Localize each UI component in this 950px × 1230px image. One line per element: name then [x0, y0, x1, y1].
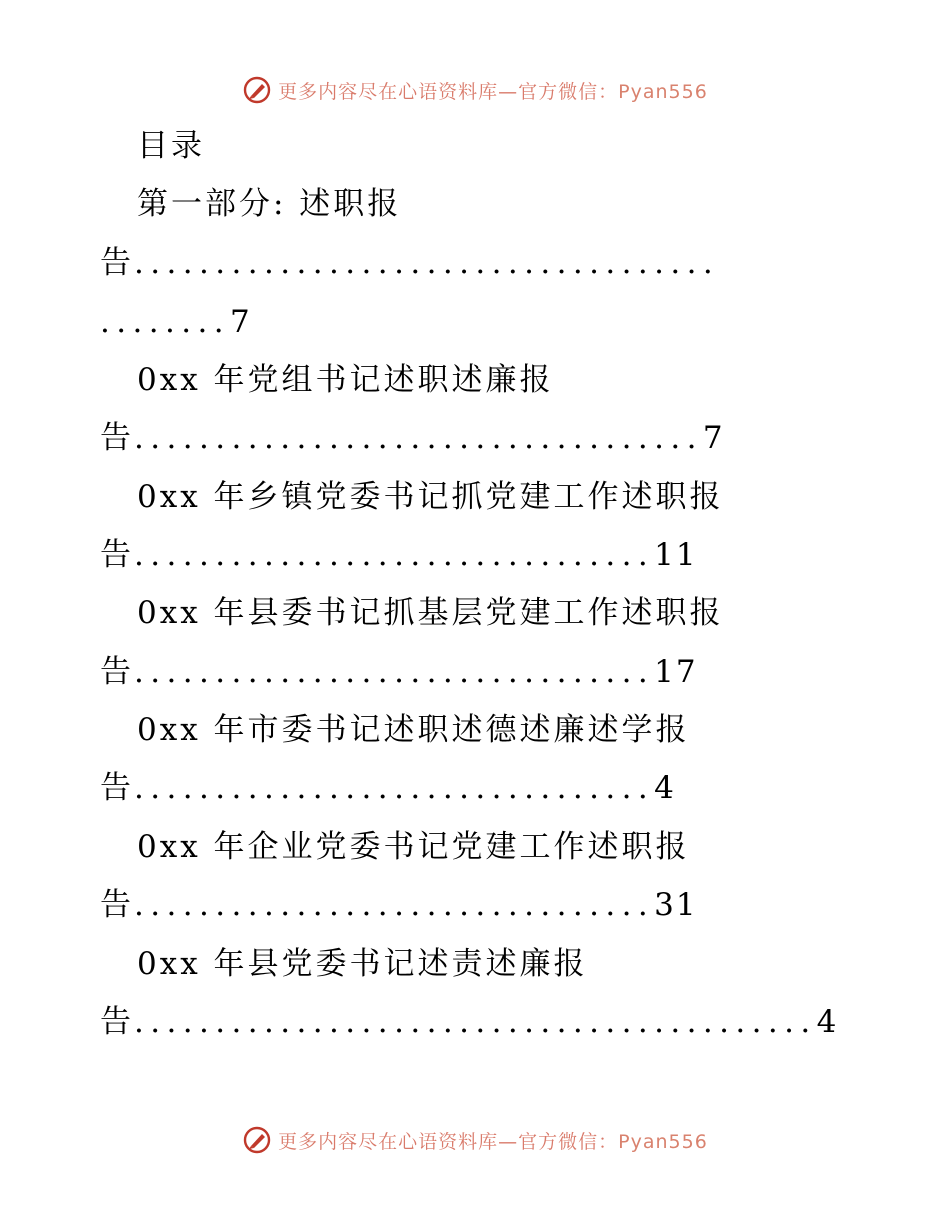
toc-section-line-1 — [100, 243, 719, 283]
watermark-wechat-id: Pyan556 — [618, 1130, 708, 1153]
toc-entry-dots: ................................ — [134, 654, 655, 690]
toc-entry-title: 0xx 年乡镇党委书记抓党建工作述职报 — [137, 479, 724, 515]
toc-section-title-end: 告 — [100, 245, 134, 281]
pen-logo-icon — [242, 75, 272, 105]
toc-entry-dots: .......................................... — [134, 1004, 817, 1040]
toc-section-title: 第一部分: 述职报 — [137, 186, 402, 222]
watermark-wechat-id: Pyan556 — [618, 80, 708, 103]
toc-entry-title-end: 告 — [100, 770, 134, 806]
watermark-text: 更多内容尽在心语资料库—官方微信： — [278, 1130, 619, 1153]
toc-entry-leader-line — [100, 885, 698, 925]
toc-entry-title-end: 告 — [100, 887, 134, 923]
toc-entry-title-end: 告 — [100, 654, 134, 690]
header-watermark — [0, 70, 950, 110]
toc-entry-leader-line — [100, 1002, 838, 1042]
toc-entry-page: 4 — [816, 1004, 839, 1040]
toc-entry-page: 17 — [654, 654, 698, 690]
pen-logo-icon — [242, 1125, 272, 1155]
toc-entry-leader-line — [100, 535, 698, 575]
toc-entry-title: 0xx 年企业党委书记党建工作述职报 — [137, 829, 690, 865]
toc-entry-title-end: 告 — [100, 537, 134, 573]
toc-entry-page: 4 — [654, 770, 676, 806]
toc-entry-page: 11 — [654, 537, 698, 573]
footer-watermark — [0, 1120, 950, 1160]
watermark-text: 更多内容尽在心语资料库—官方微信： — [278, 80, 619, 103]
toc-heading: 目录 — [137, 128, 205, 164]
toc-entry-title: 0xx 年市委书记述职述德述廉述学报 — [137, 712, 690, 748]
toc-section-line-2 — [100, 302, 252, 342]
toc-entry-page: 31 — [654, 887, 698, 923]
toc-entry-dots: ................................ — [134, 887, 655, 923]
toc-entry-leader-line — [100, 418, 725, 458]
toc-entry-title-end: 告 — [100, 420, 134, 456]
toc-entry-leader-line — [100, 652, 698, 692]
toc-entry-dots: ................................... — [134, 420, 703, 456]
toc-entry-title: 0xx 年县党委书记述责述廉报 — [137, 946, 588, 982]
toc-entry-dots: ................................ — [134, 770, 655, 806]
toc-entry-page: 7 — [702, 420, 725, 456]
toc-entry-title: 0xx 年县委书记抓基层党建工作述职报 — [137, 595, 724, 631]
toc-section-page: 7 — [230, 304, 252, 340]
toc-entry-title: 0xx 年党组书记述职述廉报 — [137, 362, 554, 398]
toc-section-leader-1: .................................... — [134, 245, 720, 281]
toc-entry-dots: ................................ — [134, 537, 655, 573]
toc-entry-title-end: 告 — [100, 1004, 134, 1040]
toc-section-leader-2: ........ — [100, 304, 231, 340]
toc-entry-leader-line — [100, 768, 676, 808]
